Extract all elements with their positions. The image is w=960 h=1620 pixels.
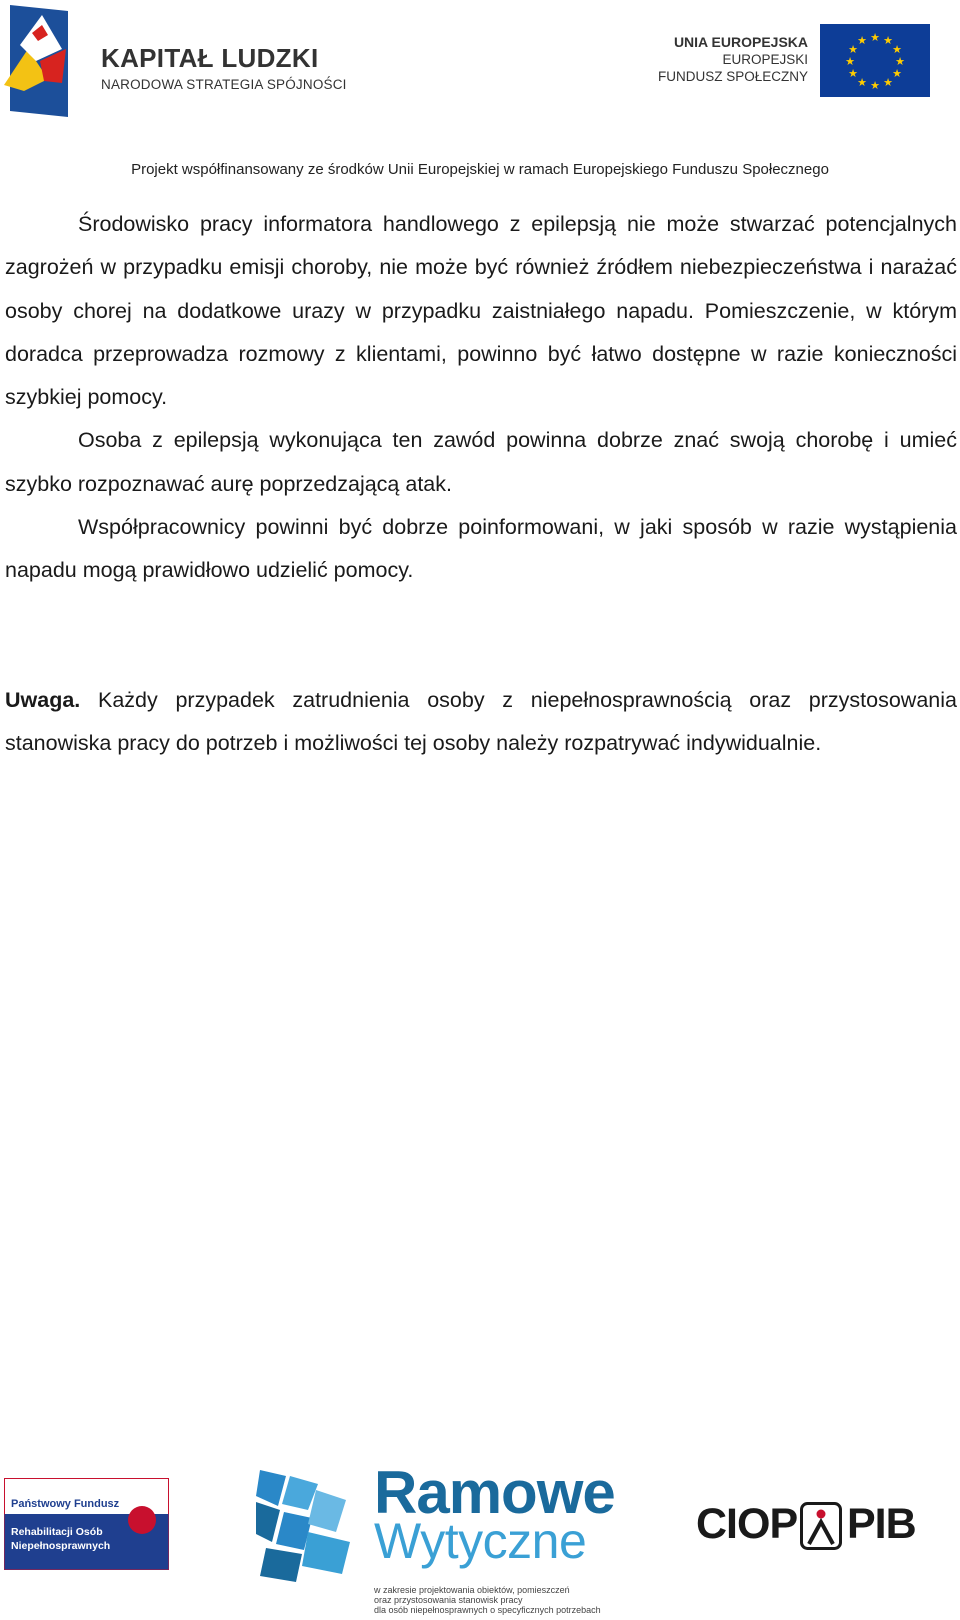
svg-text:★: ★ <box>895 55 905 68</box>
paragraph-3: Współpracownicy powinni być dobrze poinformowani, w jaki sposób w razie wystąpienia napadu mogą prawidłowo udzielić pomocy. <box>5 515 957 583</box>
svg-text:★: ★ <box>848 43 858 56</box>
ramowe-caption-line-1: w zakresie projektowania obiektów, pomieszczeń <box>374 1585 570 1595</box>
svg-text:★: ★ <box>857 76 867 89</box>
eu-line-3: FUNDUSZ SPOŁECZNY <box>657 69 808 84</box>
kapital-ludzki-title: KAPITAŁ LUDZKI <box>101 43 319 73</box>
note-paragraph <box>5 679 957 766</box>
page-footer <box>0 1459 960 1620</box>
wytyczne-title: Wytyczne <box>374 1513 587 1569</box>
kapital-ludzki-subtitle: NARODOWA STRATEGIA SPÓJNOŚCI <box>101 77 347 92</box>
paragraph-gap <box>5 636 957 679</box>
note-text: Każdy przypadek zatrudnienia osoby z niepełnosprawnością oraz przystosowania stanowiska pracy do potrzeb i możliwości tej osoby należy rozpatrywać indywidualnie. <box>5 687 957 755</box>
pfron-line-2: Rehabilitacji Osób <box>11 1526 103 1538</box>
svg-text:★: ★ <box>892 67 902 80</box>
pib-text: PIB <box>847 1500 916 1548</box>
paragraph-2: Osoba z epilepsją wykonująca ten zawód powinna dobrze znać swoją chorobę i umieć szybko rozpoznawać aurę poprzedzającą atak. <box>5 428 957 496</box>
ciop-figure-icon <box>800 1502 842 1550</box>
ramowe-title: Ramowe <box>374 1459 615 1526</box>
eu-flag-icon <box>820 24 930 97</box>
svg-text:★: ★ <box>845 55 855 68</box>
pfron-line-3: Niepełnosprawnych <box>11 1540 111 1552</box>
svg-text:★: ★ <box>857 34 867 47</box>
pfron-line-1: Państwowy Fundusz <box>11 1498 120 1510</box>
document-body <box>5 203 957 765</box>
paragraph-gap <box>5 593 957 636</box>
page-header <box>0 0 960 190</box>
svg-text:★: ★ <box>870 79 880 92</box>
ciop-text: CIOP <box>696 1500 798 1548</box>
svg-text:★: ★ <box>883 34 893 47</box>
ramowe-caption-line-3: dla osób niepełnosprawnych o specyficznych potrzebach <box>374 1605 601 1615</box>
project-cofinancing-line: Projekt współfinansowany ze środków Unii Europejskiej w ramach Europejskiego Funduszu Społecznego <box>131 161 829 178</box>
paragraph-1: Środowisko pracy informatora handlowego z epilepsją nie może stwarzać potencjalnych zagrożeń w przypadku emisji choroby, nie może być również źródłem niebezpieczeństwa i narażać osoby chorej na dodatkowe urazy w przypadku zaistniałego napadu. Pomieszczenie, w którym doradca przeprowadza rozmowy z klientami, powinno być łatwo dostępne w razie konieczności szybkiej pomocy. <box>5 212 957 410</box>
ramowe-caption-line-2: oraz przystosowania stanowisk pracy <box>374 1595 523 1605</box>
svg-text:★: ★ <box>892 43 902 56</box>
note-label: Uwaga. <box>5 687 81 712</box>
ramowe-wytyczne-figure-icon <box>256 1470 356 1582</box>
eu-line-1: UNIA EUROPEJSKA <box>673 34 808 50</box>
ramowe-caption <box>374 1585 601 1615</box>
svg-text:★: ★ <box>870 31 880 44</box>
pfron-logo-icon <box>4 1478 169 1570</box>
svg-text:★: ★ <box>883 76 893 89</box>
kapital-ludzki-logo-icon <box>4 5 72 117</box>
svg-text:★: ★ <box>848 67 858 80</box>
eu-fund-text <box>658 34 808 85</box>
eu-line-2: EUROPEJSKI <box>722 52 808 67</box>
